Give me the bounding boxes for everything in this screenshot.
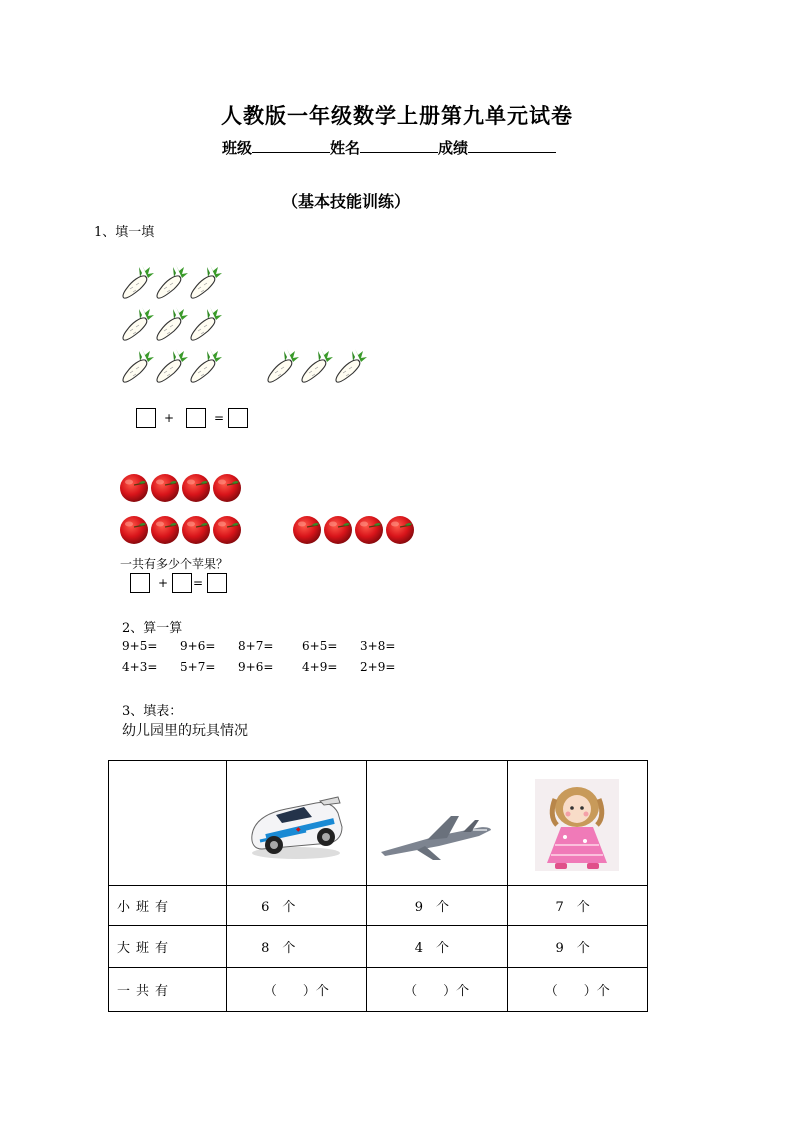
- section-subtitle: （基本技能训练）: [282, 192, 411, 211]
- table-row: [109, 926, 648, 968]
- name-blank[interactable]: [360, 138, 438, 153]
- score-blank[interactable]: [468, 138, 556, 153]
- calc-item[interactable]: 9+6=: [180, 639, 216, 653]
- apple-row-bottom-left: [119, 515, 245, 545]
- apple-row-top: [119, 473, 245, 503]
- radish-group-right: [265, 347, 369, 385]
- answer-box[interactable]: [228, 408, 248, 428]
- answer-box[interactable]: [186, 408, 206, 428]
- table-row: [109, 886, 648, 926]
- header-car-cell: [227, 761, 367, 886]
- race-car-icon: [246, 791, 346, 863]
- calc-item[interactable]: 6+5=: [302, 639, 338, 653]
- apple-icon: [293, 516, 321, 544]
- radish-icon: [123, 307, 154, 340]
- apple-icon: [386, 516, 414, 544]
- value-cell: 9 个: [366, 886, 507, 926]
- apple-row-bottom-right: [292, 515, 418, 545]
- value-cell: 9 个: [507, 926, 647, 968]
- apple-icon: [182, 474, 210, 502]
- value-cell: 8 个: [227, 926, 367, 968]
- value-cell: 4 个: [366, 926, 507, 968]
- apple-icon: [213, 516, 241, 544]
- radish-icon: [302, 349, 333, 382]
- answer-box[interactable]: [207, 573, 227, 593]
- calc-item[interactable]: 4+9=: [302, 660, 338, 674]
- answer-box[interactable]: [172, 573, 192, 593]
- class-blank[interactable]: [252, 138, 330, 153]
- calc-item[interactable]: 5+7=: [180, 660, 216, 674]
- student-info-line: [222, 137, 556, 158]
- page-title: 人教版一年级数学上册第九单元试卷: [221, 103, 573, 128]
- class-label: 班级: [222, 139, 253, 157]
- apple-icon: [355, 516, 383, 544]
- apple-icon: [182, 516, 210, 544]
- header-plane-cell: [366, 761, 507, 886]
- calc-item[interactable]: 9+6=: [238, 660, 274, 674]
- apple-icon: [151, 516, 179, 544]
- row-label: 小班有: [109, 886, 227, 926]
- apple-icon: [151, 474, 179, 502]
- calc-item[interactable]: 9+5=: [122, 639, 158, 653]
- radish-icon: [336, 349, 367, 382]
- doll-icon: [535, 779, 619, 871]
- answer-cell[interactable]: （ ）个: [507, 968, 647, 1012]
- q2-heading: 2、算一算: [122, 621, 183, 636]
- q1-heading: 1、填一填: [94, 225, 155, 240]
- radish-icon: [157, 265, 188, 298]
- calc-item[interactable]: 2+9=: [360, 660, 396, 674]
- radish-icon: [157, 349, 188, 382]
- table-row: [109, 968, 648, 1012]
- toy-table: [108, 760, 648, 1012]
- apple-question: 一共有多少个苹果？: [120, 557, 229, 571]
- row-label: 一共有: [109, 968, 227, 1012]
- equals-sign: =: [193, 576, 204, 590]
- calc-item[interactable]: 8+7=: [238, 639, 274, 653]
- score-label: 成绩: [438, 139, 469, 157]
- jet-plane-icon: [377, 806, 497, 866]
- calc-item[interactable]: 3+8=: [360, 639, 396, 653]
- row-label: 大班有: [109, 926, 227, 968]
- apple-icon: [324, 516, 352, 544]
- answer-box[interactable]: [136, 408, 156, 428]
- header-empty-cell: [109, 761, 227, 886]
- radish-icon: [157, 307, 188, 340]
- header-doll-cell: [507, 761, 647, 886]
- value-cell: 6 个: [227, 886, 367, 926]
- radish-icon: [268, 349, 299, 382]
- equals-sign: =: [214, 411, 225, 425]
- svg-text:◆: ◆: [296, 827, 302, 833]
- radish-icon: [123, 349, 154, 382]
- value-cell: 7 个: [507, 886, 647, 926]
- answer-cell[interactable]: （ ）个: [366, 968, 507, 1012]
- radish-icon: [123, 265, 154, 298]
- calc-item[interactable]: 4+3=: [122, 660, 158, 674]
- apple-icon: [120, 474, 148, 502]
- q3-heading: 3、填表：: [122, 704, 183, 719]
- radish-icon: [191, 349, 222, 382]
- radish-icon: [191, 265, 222, 298]
- answer-box[interactable]: [130, 573, 150, 593]
- calc-row-2: [122, 660, 422, 676]
- radish-icon: [191, 307, 222, 340]
- name-label: 姓名: [330, 139, 361, 157]
- radish-group-left: [120, 263, 228, 389]
- apple-icon: [120, 516, 148, 544]
- apple-icon: [213, 474, 241, 502]
- plus-sign: +: [158, 576, 169, 590]
- plus-sign: +: [164, 411, 175, 425]
- answer-cell[interactable]: （ ）个: [227, 968, 367, 1012]
- table-caption: 幼儿园里的玩具情况: [122, 723, 248, 739]
- calc-row-1: [122, 639, 422, 655]
